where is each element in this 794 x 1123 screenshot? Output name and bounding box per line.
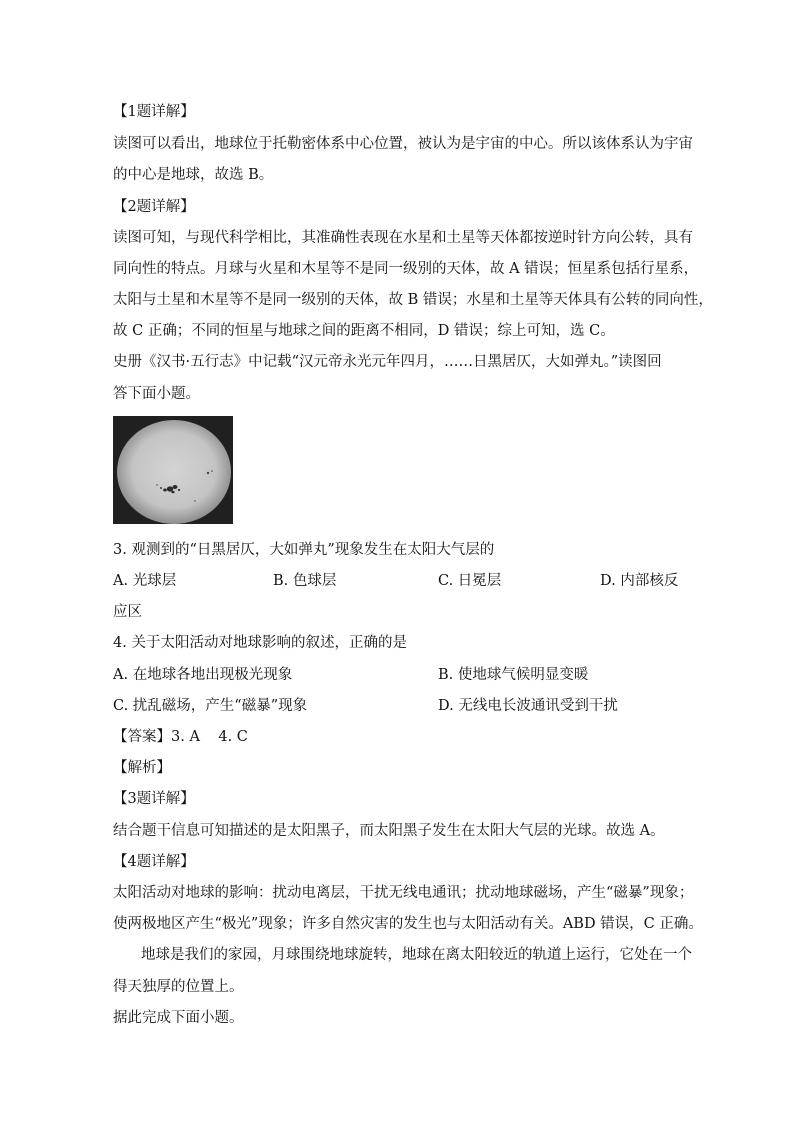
q2-detail-line-1: 读图可知，与现代科学相比，其准确性表现在水星和土星等天体都按逆时针方向公转，具有	[113, 230, 693, 246]
q4-option-d: D. 无线电长波通讯受到干扰	[438, 698, 618, 714]
q1-detail-line-2: 的中心是地球，故选 B。	[113, 167, 274, 183]
q4-detail-line-2: 使两极地区产生“极光”现象；许多自然灾害的发生也与太阳活动有关。ABD 错误，C 正确。	[113, 916, 703, 932]
q3-option-c: C. 日冕层	[438, 573, 502, 589]
q4-detail-line-1: 太阳活动对地球的影响：扰动电离层，干扰无线电通讯；扰动地球磁场，产生“磁暴”现象；	[113, 885, 694, 901]
q3-option-b: B. 色球层	[273, 573, 337, 589]
q3-option-d-continued: 应区	[113, 604, 142, 620]
intro-line-1: 史册《汉书·五行志》中记载“汉元帝永光元年四月，……日黑居仄，大如弹丸。”读图回	[113, 354, 662, 370]
sun-disk	[117, 420, 231, 524]
q2-detail-line-2: 同向性的特点。月球与火星和木星等不是同一级别的天体，故 A 错误；恒星系包括行星系，	[113, 261, 699, 277]
answer-line: 【答案】3. A 4. C	[113, 729, 248, 745]
q3-stem: 3. 观测到的“日黑居仄，大如弹丸”现象发生在太阳大气层的	[113, 542, 495, 558]
q4-stem: 4. 关于太阳活动对地球影响的叙述，正确的是	[113, 635, 407, 651]
q3-heading: 【3题详解】	[113, 791, 195, 807]
q1-heading: 【1题详解】	[113, 104, 195, 120]
q2-detail-line-3: 太阳与土星和木星等不是同一级别的天体，故 B 错误；水星和土星等天体具有公转的同向性，	[113, 292, 713, 308]
sun-disk-image	[113, 416, 233, 524]
closing-line: 据此完成下面小题。	[113, 1010, 244, 1026]
passage-line-2: 得天独厚的位置上。	[113, 979, 244, 995]
intro-line-2: 答下面小题。	[113, 386, 200, 402]
q2-detail-line-4: 故 C 正确；不同的恒星与地球之间的距离不相同，D 错误；综上可知，选 C。	[113, 323, 615, 339]
sunspot-photo	[113, 416, 233, 524]
q1-detail-line-1: 读图可以看出，地球位于托勒密体系中心位置，被认为是宇宙的中心。所以该体系认为宇宙	[113, 136, 693, 152]
q4-option-c: C. 扰乱磁场，产生“磁暴”现象	[113, 698, 308, 714]
q4-option-a: A. 在地球各地出现极光现象	[113, 667, 293, 683]
q4-option-b: B. 使地球气候明显变暖	[438, 667, 589, 683]
q3-option-d: D. 内部核反	[600, 573, 679, 589]
q3-detail-line-1: 结合题干信息可知描述的是太阳黑子，而太阳黑子发生在太阳大气层的光球。故选 A。	[113, 823, 665, 839]
analysis-heading: 【解析】	[113, 760, 171, 776]
q4-heading: 【4题详解】	[113, 854, 195, 870]
passage-line-1: 地球是我们的家园，月球围绕地球旋转，地球在离太阳较近的轨道上运行，它处在一个	[141, 947, 692, 963]
q3-option-a: A. 光球层	[113, 573, 177, 589]
q2-heading: 【2题详解】	[113, 199, 195, 215]
